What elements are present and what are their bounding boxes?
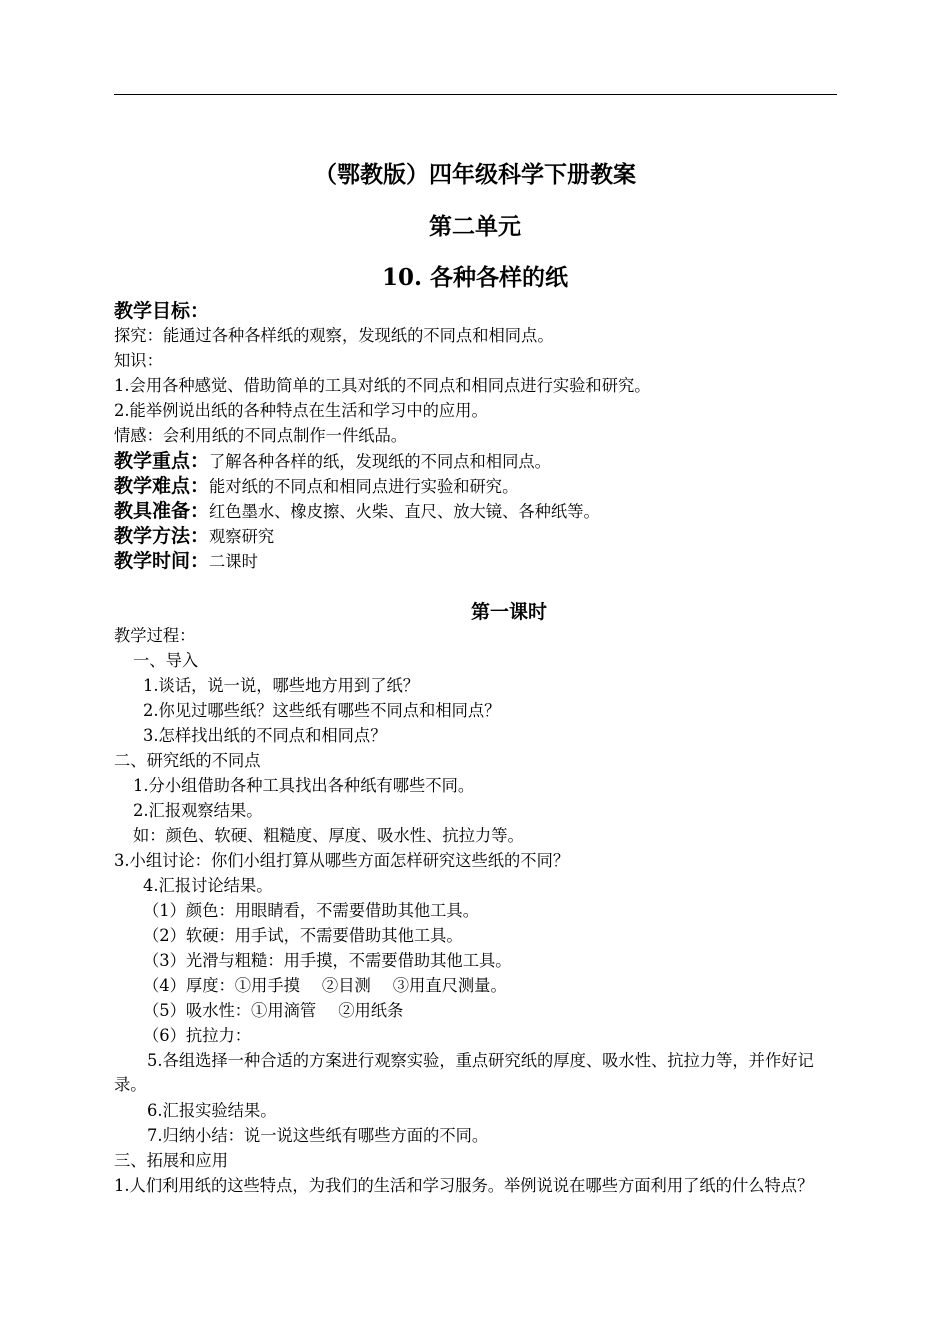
first-lesson-heading: 第一课时 <box>470 601 547 623</box>
objective-explore: 探究：能通过各种各样纸的观察，发现纸的不同点和相同点。 <box>114 326 554 345</box>
research-step-4: 4.汇报讨论结果。 <box>143 876 273 895</box>
extension-item-1: 1.人们利用纸的这些特点，为我们的生活和学习服务。举例说说在哪些方面利用了纸的什么特点？ <box>114 1176 814 1195</box>
research-step-3: 3.小组讨论：你们小组打算从哪些方面怎样研究这些纸的不同？ <box>114 851 570 870</box>
discussion-tensile: （6）抗拉力： <box>143 1026 252 1045</box>
research-step-6: 6.汇报实验结果。 <box>147 1101 277 1120</box>
objective-knowledge-1: 1.会用各种感觉、借助简单的工具对纸的不同点和相同点进行实验和研究。 <box>114 376 651 395</box>
document-title: （鄂教版）四年级科学下册教案 <box>314 161 636 188</box>
discussion-hardness: （2）软硬：用手试，不需要借助其他工具。 <box>143 926 463 945</box>
difficulties: 教学难点：能对纸的不同点和相同点进行实验和研究。 <box>114 475 519 497</box>
discussion-color: （1）颜色：用眼睛看，不需要借助其他工具。 <box>143 901 479 920</box>
objective-emotion: 情感：会利用纸的不同点制作一件纸品。 <box>114 426 408 445</box>
lesson-title: 10. 各种各样的纸 <box>381 264 569 291</box>
discussion-thickness: （4）厚度：①用手摸 ②目测 ③用直尺测量。 <box>143 976 507 995</box>
header-rule <box>114 94 837 95</box>
key-points: 教学重点：了解各种各样的纸，发现纸的不同点和相同点。 <box>114 450 551 472</box>
objective-knowledge-2: 2.能举例说出纸的各种特点在生活和学习中的应用。 <box>114 401 488 420</box>
research-step-1: 1.分小组借助各种工具找出各种纸有哪些不同。 <box>133 776 475 795</box>
intro-q2: 2.你见过哪些纸？这些纸有哪些不同点和相同点？ <box>143 701 501 720</box>
intro-heading: 一、导入 <box>133 651 199 670</box>
discussion-smoothness: （3）光滑与粗糙：用手摸，不需要借助其他工具。 <box>143 951 512 970</box>
materials: 教具准备：红色墨水、橡皮擦、火柴、直尺、放大镜、各种纸等。 <box>114 500 600 522</box>
intro-q1: 1.谈话，说一说，哪些地方用到了纸？ <box>143 676 420 695</box>
research-step-7: 7.归纳小结：说一说这些纸有哪些方面的不同。 <box>147 1126 489 1145</box>
extension-heading: 三、拓展和应用 <box>114 1151 228 1170</box>
research-heading: 二、研究纸的不同点 <box>114 751 261 770</box>
teaching-method: 教学方法：观察研究 <box>114 525 275 547</box>
research-step-2: 2.汇报观察结果。 <box>133 801 263 820</box>
research-step-5: 5.各组选择一种合适的方案进行观察实验，重点研究纸的厚度、吸水性、抗拉力等，并作好记录。 <box>114 1051 814 1094</box>
objectives-heading: 教学目标： <box>114 300 210 322</box>
objective-knowledge-label: 知识： <box>114 351 163 370</box>
process-label: 教学过程： <box>114 626 196 645</box>
discussion-absorbency: （5）吸水性：①用滴管 ②用纸条 <box>143 1001 404 1020</box>
unit-title: 第二单元 <box>429 213 521 240</box>
teaching-time: 教学时间：二课时 <box>114 550 258 572</box>
research-example: 如：颜色、软硬、粗糙度、厚度、吸水性、抗拉力等。 <box>133 826 524 845</box>
intro-q3: 3.怎样找出纸的不同点和相同点？ <box>143 726 387 745</box>
